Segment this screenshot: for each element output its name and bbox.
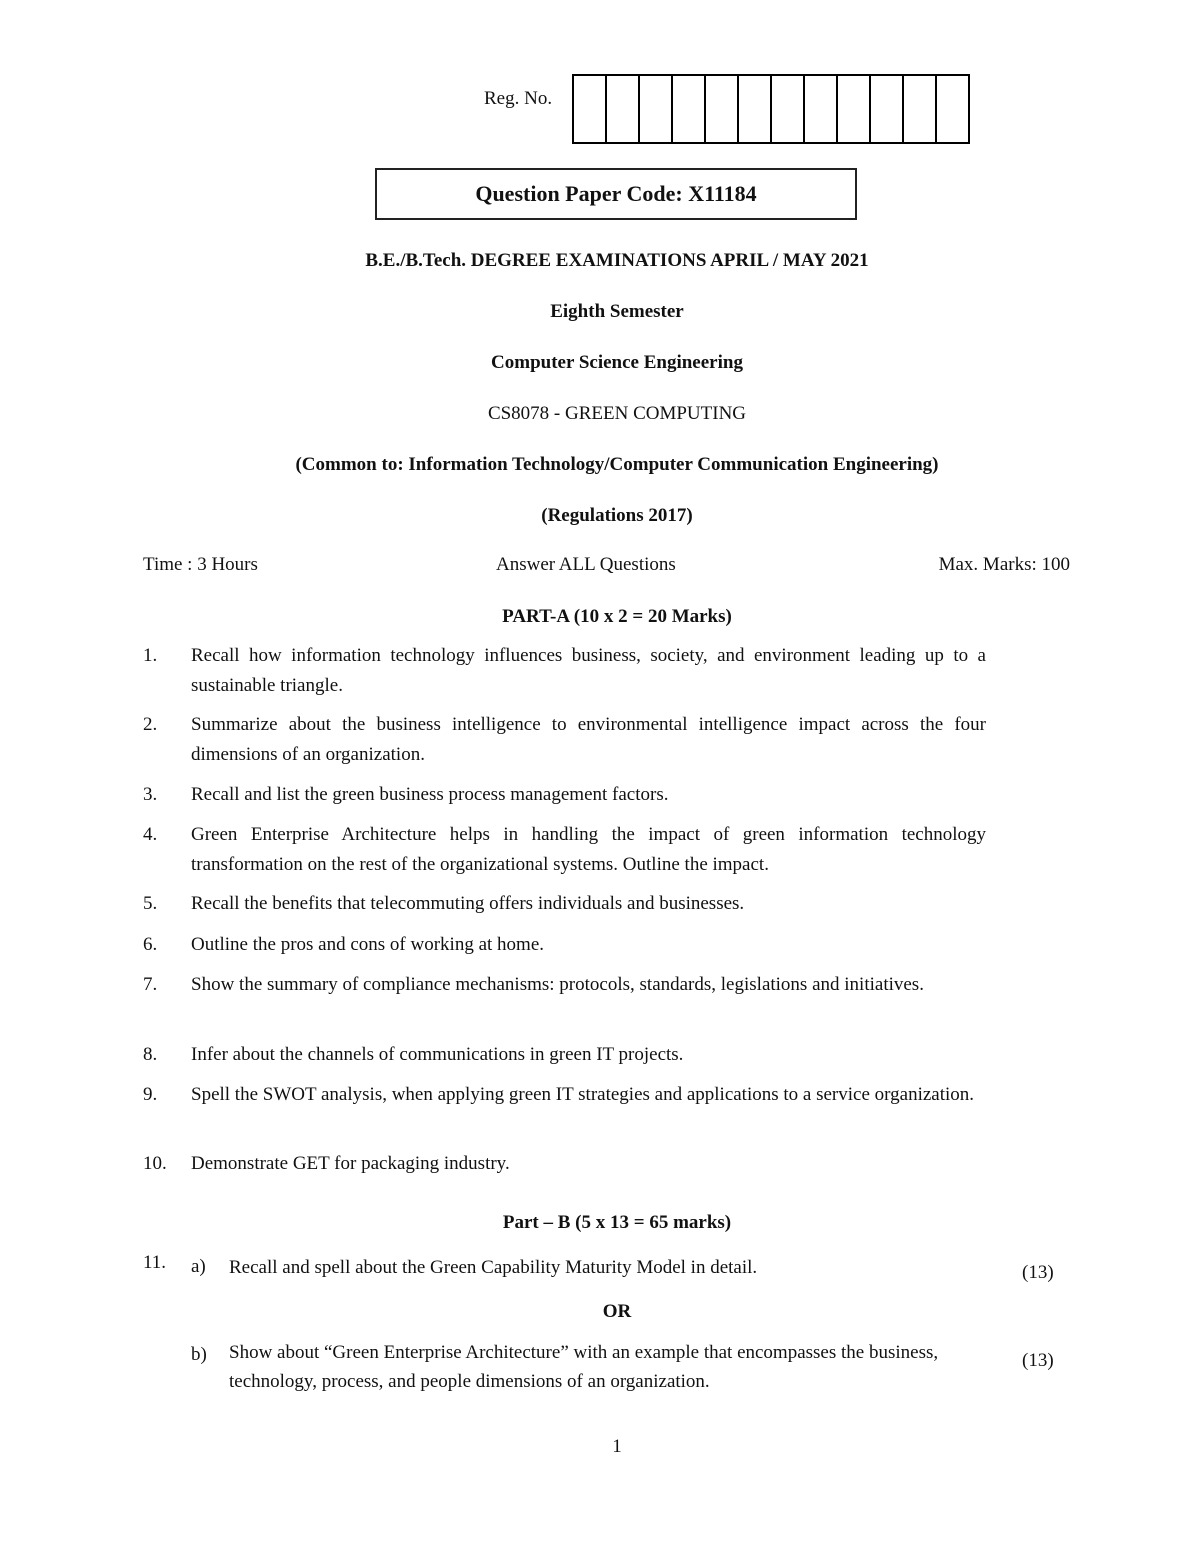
reg-no-digit-box[interactable]: [673, 76, 706, 142]
course-title: CS8078 - GREEN COMPUTING: [487, 403, 747, 424]
question-item: [143, 641, 986, 701]
reg-no-digit-box[interactable]: [838, 76, 871, 142]
reg-no-digit-box[interactable]: [904, 76, 937, 142]
reg-no-digit-box[interactable]: [871, 76, 904, 142]
question-text: Green Enterprise Architecture helps in handling the impact of green information technology transformation on the rest of the organizational systems. Outline the impact.: [191, 824, 986, 875]
exam-title: B.E./B.Tech. DEGREE EXAMINATIONS APRIL / MAY 2021: [365, 250, 869, 271]
reg-no-digit-box[interactable]: [805, 76, 838, 142]
question-text: Recall how information technology influences business, society, and environment leading up to a sustainable triangle.: [191, 645, 986, 696]
question-number: 5.: [143, 893, 158, 914]
question-paper-code: Question Paper Code: X11184: [375, 168, 857, 220]
regulations: (Regulations 2017): [541, 505, 693, 526]
question-number: 10.: [143, 1153, 167, 1174]
question-text: Recall and list the green business process management factors.: [191, 784, 669, 805]
semester: Eighth Semester: [550, 301, 684, 322]
question-number: 3.: [143, 784, 158, 805]
max-marks: Max. Marks: 100: [938, 554, 1070, 575]
question-item: [143, 930, 986, 960]
question-number: 1.: [143, 645, 158, 666]
marks-label: (13): [1022, 1350, 1054, 1371]
or-separator: OR: [602, 1301, 632, 1322]
part-a-title: PART-A (10 x 2 = 20 Marks): [502, 606, 732, 627]
question-text: Demonstrate GET for packaging industry.: [191, 1153, 510, 1174]
question-number: 7.: [143, 974, 158, 995]
question-text: Infer about the channels of communications in green IT projects.: [191, 1044, 684, 1065]
reg-no-boxes[interactable]: [572, 74, 970, 144]
sub-question-text: Recall and spell about the Green Capability Maturity Model in detail.: [229, 1257, 758, 1278]
question-number: 6.: [143, 934, 158, 955]
question-number: 11.: [143, 1252, 167, 1273]
reg-no-digit-box[interactable]: [640, 76, 673, 142]
question-item: [143, 1149, 986, 1179]
part-b-title: Part – B (5 x 13 = 65 marks): [502, 1212, 732, 1233]
question-number: 9.: [143, 1084, 158, 1105]
reg-no-digit-box[interactable]: [607, 76, 640, 142]
sub-question-label: b): [191, 1344, 207, 1365]
question-text: Outline the pros and cons of working at home.: [191, 934, 545, 955]
sub-question-text: Show about “Green Enterprise Architecture” with an example that encompasses the business, technology, process, and people dimensions of an organization.: [229, 1342, 939, 1392]
question-item: [143, 780, 986, 810]
question-item: [143, 820, 986, 880]
question-text: Show the summary of compliance mechanisms: protocols, standards, legislations and initiatives.: [191, 974, 924, 995]
sub-question-label: a): [191, 1256, 206, 1277]
question-number: 2.: [143, 714, 158, 735]
exam-instruction: Answer ALL Questions: [496, 554, 676, 575]
reg-no-label: Reg. No.: [484, 88, 553, 109]
question-number: 8.: [143, 1044, 158, 1065]
question-text: Spell the SWOT analysis, when applying green IT strategies and applications to a service organization.: [191, 1084, 975, 1105]
department: Computer Science Engineering: [491, 352, 743, 373]
question-item: [143, 710, 986, 770]
question-item: [143, 889, 986, 919]
common-to: (Common to: Information Technology/Computer Communication Engineering): [295, 454, 939, 475]
page-number: 1: [612, 1436, 622, 1457]
marks-label: (13): [1022, 1262, 1054, 1283]
question-item: [143, 1040, 986, 1070]
question-item: [143, 970, 986, 1000]
reg-no-digit-box[interactable]: [706, 76, 739, 142]
question-text: Recall the benefits that telecommuting offers individuals and businesses.: [191, 893, 745, 914]
question-item: [143, 1080, 986, 1110]
reg-no-digit-box[interactable]: [739, 76, 772, 142]
question-text: Summarize about the business intelligence to environmental intelligence impact across the four dimensions of an organization.: [191, 714, 986, 765]
exam-time: Time : 3 Hours: [143, 554, 258, 575]
reg-no-digit-box[interactable]: [772, 76, 805, 142]
reg-no-digit-box[interactable]: [574, 76, 607, 142]
question-number: 4.: [143, 824, 158, 845]
reg-no-digit-box[interactable]: [937, 76, 970, 142]
